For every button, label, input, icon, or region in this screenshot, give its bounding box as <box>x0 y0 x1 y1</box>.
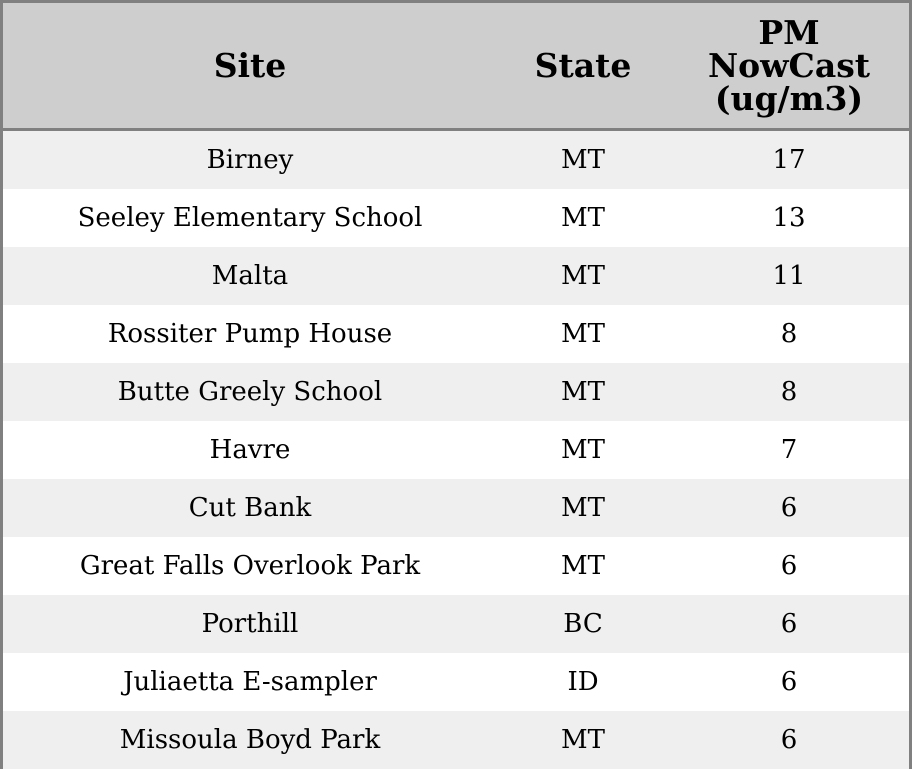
state-cell: MT <box>497 247 669 305</box>
pm-cell: 7 <box>669 421 909 479</box>
state-cell: ID <box>497 653 669 711</box>
state-cell: MT <box>497 479 669 537</box>
table-body <box>3 130 909 769</box>
table-row <box>3 653 909 711</box>
header-row <box>3 3 909 130</box>
table-row <box>3 537 909 595</box>
state-cell: BC <box>497 595 669 653</box>
site-cell: Juliaetta E-sampler <box>3 653 497 711</box>
header-site: Site <box>3 3 497 130</box>
pm-cell: 8 <box>669 305 909 363</box>
site-cell: Butte Greely School <box>3 363 497 421</box>
table-row <box>3 247 909 305</box>
site-cell: Havre <box>3 421 497 479</box>
state-cell: MT <box>497 130 669 190</box>
pm-cell: 13 <box>669 189 909 247</box>
state-cell: MT <box>497 421 669 479</box>
site-cell: Great Falls Overlook Park <box>3 537 497 595</box>
table-row <box>3 305 909 363</box>
site-cell: Cut Bank <box>3 479 497 537</box>
table-row <box>3 421 909 479</box>
pm-cell: 6 <box>669 711 909 769</box>
pm-cell: 6 <box>669 479 909 537</box>
state-cell: MT <box>497 363 669 421</box>
table-row <box>3 189 909 247</box>
pm-cell: 11 <box>669 247 909 305</box>
site-cell: Rossiter Pump House <box>3 305 497 363</box>
pm-cell: 6 <box>669 537 909 595</box>
pm-cell: 17 <box>669 130 909 190</box>
pm-nowcast-table <box>3 3 909 769</box>
pm-cell: 8 <box>669 363 909 421</box>
table-row <box>3 711 909 769</box>
header-state: State <box>497 3 669 130</box>
site-cell: Birney <box>3 130 497 190</box>
pm-cell: 6 <box>669 653 909 711</box>
table-row <box>3 479 909 537</box>
header-pm-line-2: NowCast <box>707 46 871 85</box>
state-cell: MT <box>497 537 669 595</box>
state-cell: MT <box>497 305 669 363</box>
table-row <box>3 130 909 190</box>
site-cell: Seeley Elementary School <box>3 189 497 247</box>
table-row <box>3 595 909 653</box>
header-pm-line-3: (ug/m3) <box>714 79 864 118</box>
state-cell: MT <box>497 711 669 769</box>
header-pm-nowcast <box>669 3 909 130</box>
header-pm-line-1: PM <box>758 13 820 52</box>
site-cell: Malta <box>3 247 497 305</box>
table-header <box>3 3 909 130</box>
site-cell: Porthill <box>3 595 497 653</box>
pm-cell: 6 <box>669 595 909 653</box>
site-cell: Missoula Boyd Park <box>3 711 497 769</box>
state-cell: MT <box>497 189 669 247</box>
table-row <box>3 363 909 421</box>
